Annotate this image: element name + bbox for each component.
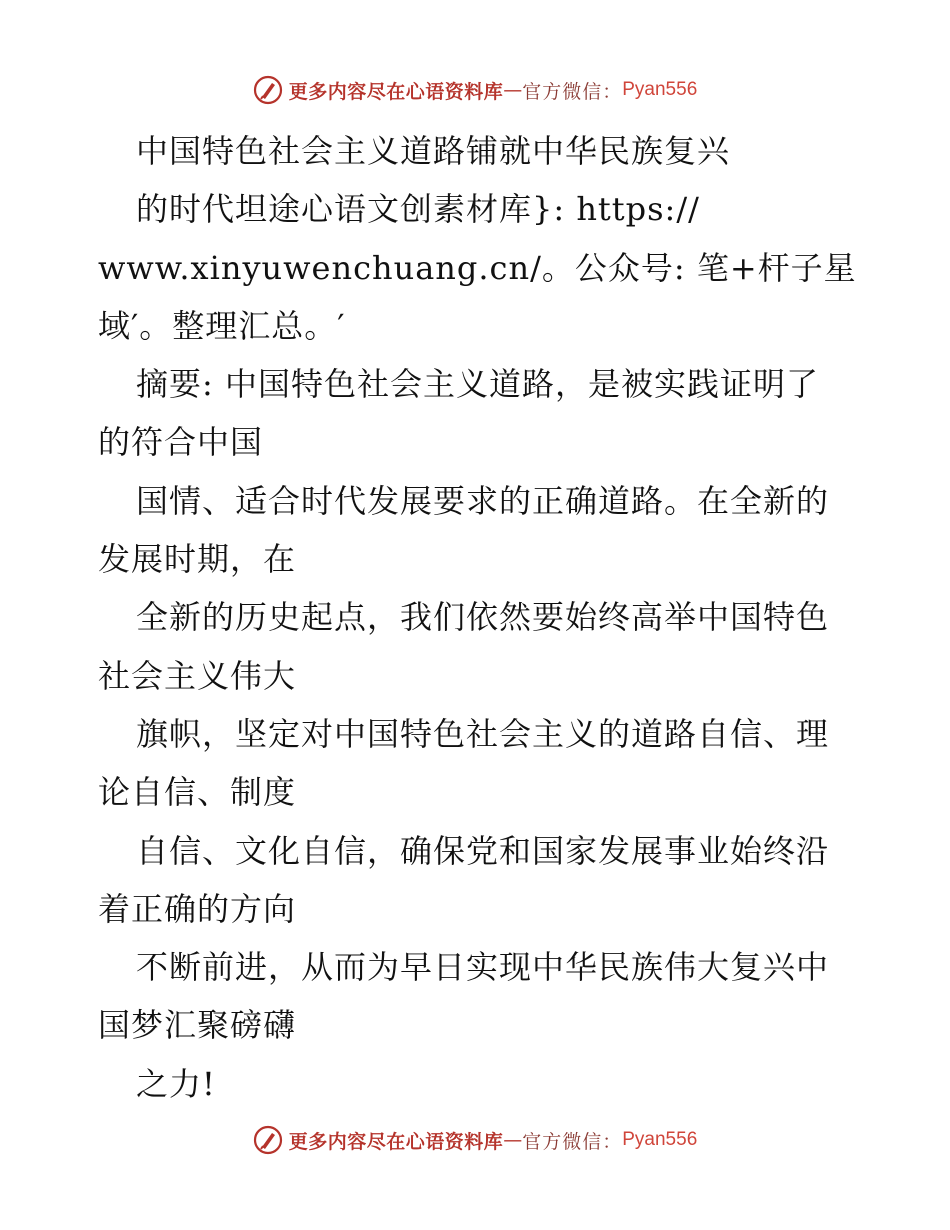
body-line: 的时代坦途心语文创素材库}: https:// — [136, 190, 700, 229]
body-line: 摘要: 中国特色社会主义道路，是被实践证明了 — [136, 365, 819, 404]
footer-wechat-account: Pyan556 — [622, 1129, 698, 1150]
body-line: 自信、文化自信，确保党和国家发展事业始终沿 — [136, 831, 830, 870]
header-banner — [0, 70, 950, 110]
header-brand: 更多内容尽在心语资料库 — [288, 80, 504, 103]
quill-logo-icon — [253, 75, 283, 105]
body-line: 论自信、制度 — [98, 773, 297, 812]
body-line: www.xinyuwenchuang.cn/。公众号: 笔+杆子星 — [98, 248, 857, 287]
header-wechat-label: 官方微信： — [522, 80, 623, 103]
document-body — [98, 122, 858, 1113]
body-line: 着正确的方向 — [98, 889, 297, 928]
body-line: 发展时期，在 — [98, 540, 297, 579]
quill-logo-icon — [253, 1125, 283, 1155]
body-line: 旗帜，坚定对中国特色社会主义的道路自信、理 — [136, 714, 830, 753]
body-line: 社会主义伟大 — [98, 656, 297, 695]
header-dash: — — [503, 79, 523, 101]
body-line: 的符合中国 — [98, 423, 264, 462]
body-line: 不断前进，从而为早日实现中华民族伟大复兴中 — [136, 948, 830, 987]
body-line: 国梦汇聚磅礴 — [98, 1006, 297, 1045]
footer-dash: — — [503, 1129, 523, 1151]
body-line: 之力! — [136, 1064, 216, 1103]
body-line: 国情、适合时代发展要求的正确道路。在全新的 — [136, 481, 830, 520]
body-line: 中国特色社会主义道路铺就中华民族复兴 — [136, 132, 731, 170]
body-line: 全新的历史起点，我们依然要始终高举中国特色 — [136, 598, 830, 637]
body-line: 域′。整理汇总。′ — [98, 306, 346, 345]
footer-wechat-label: 官方微信： — [522, 1130, 623, 1153]
header-wechat-account: Pyan556 — [622, 79, 698, 100]
footer-banner — [0, 1120, 950, 1160]
footer-brand: 更多内容尽在心语资料库 — [288, 1130, 504, 1153]
